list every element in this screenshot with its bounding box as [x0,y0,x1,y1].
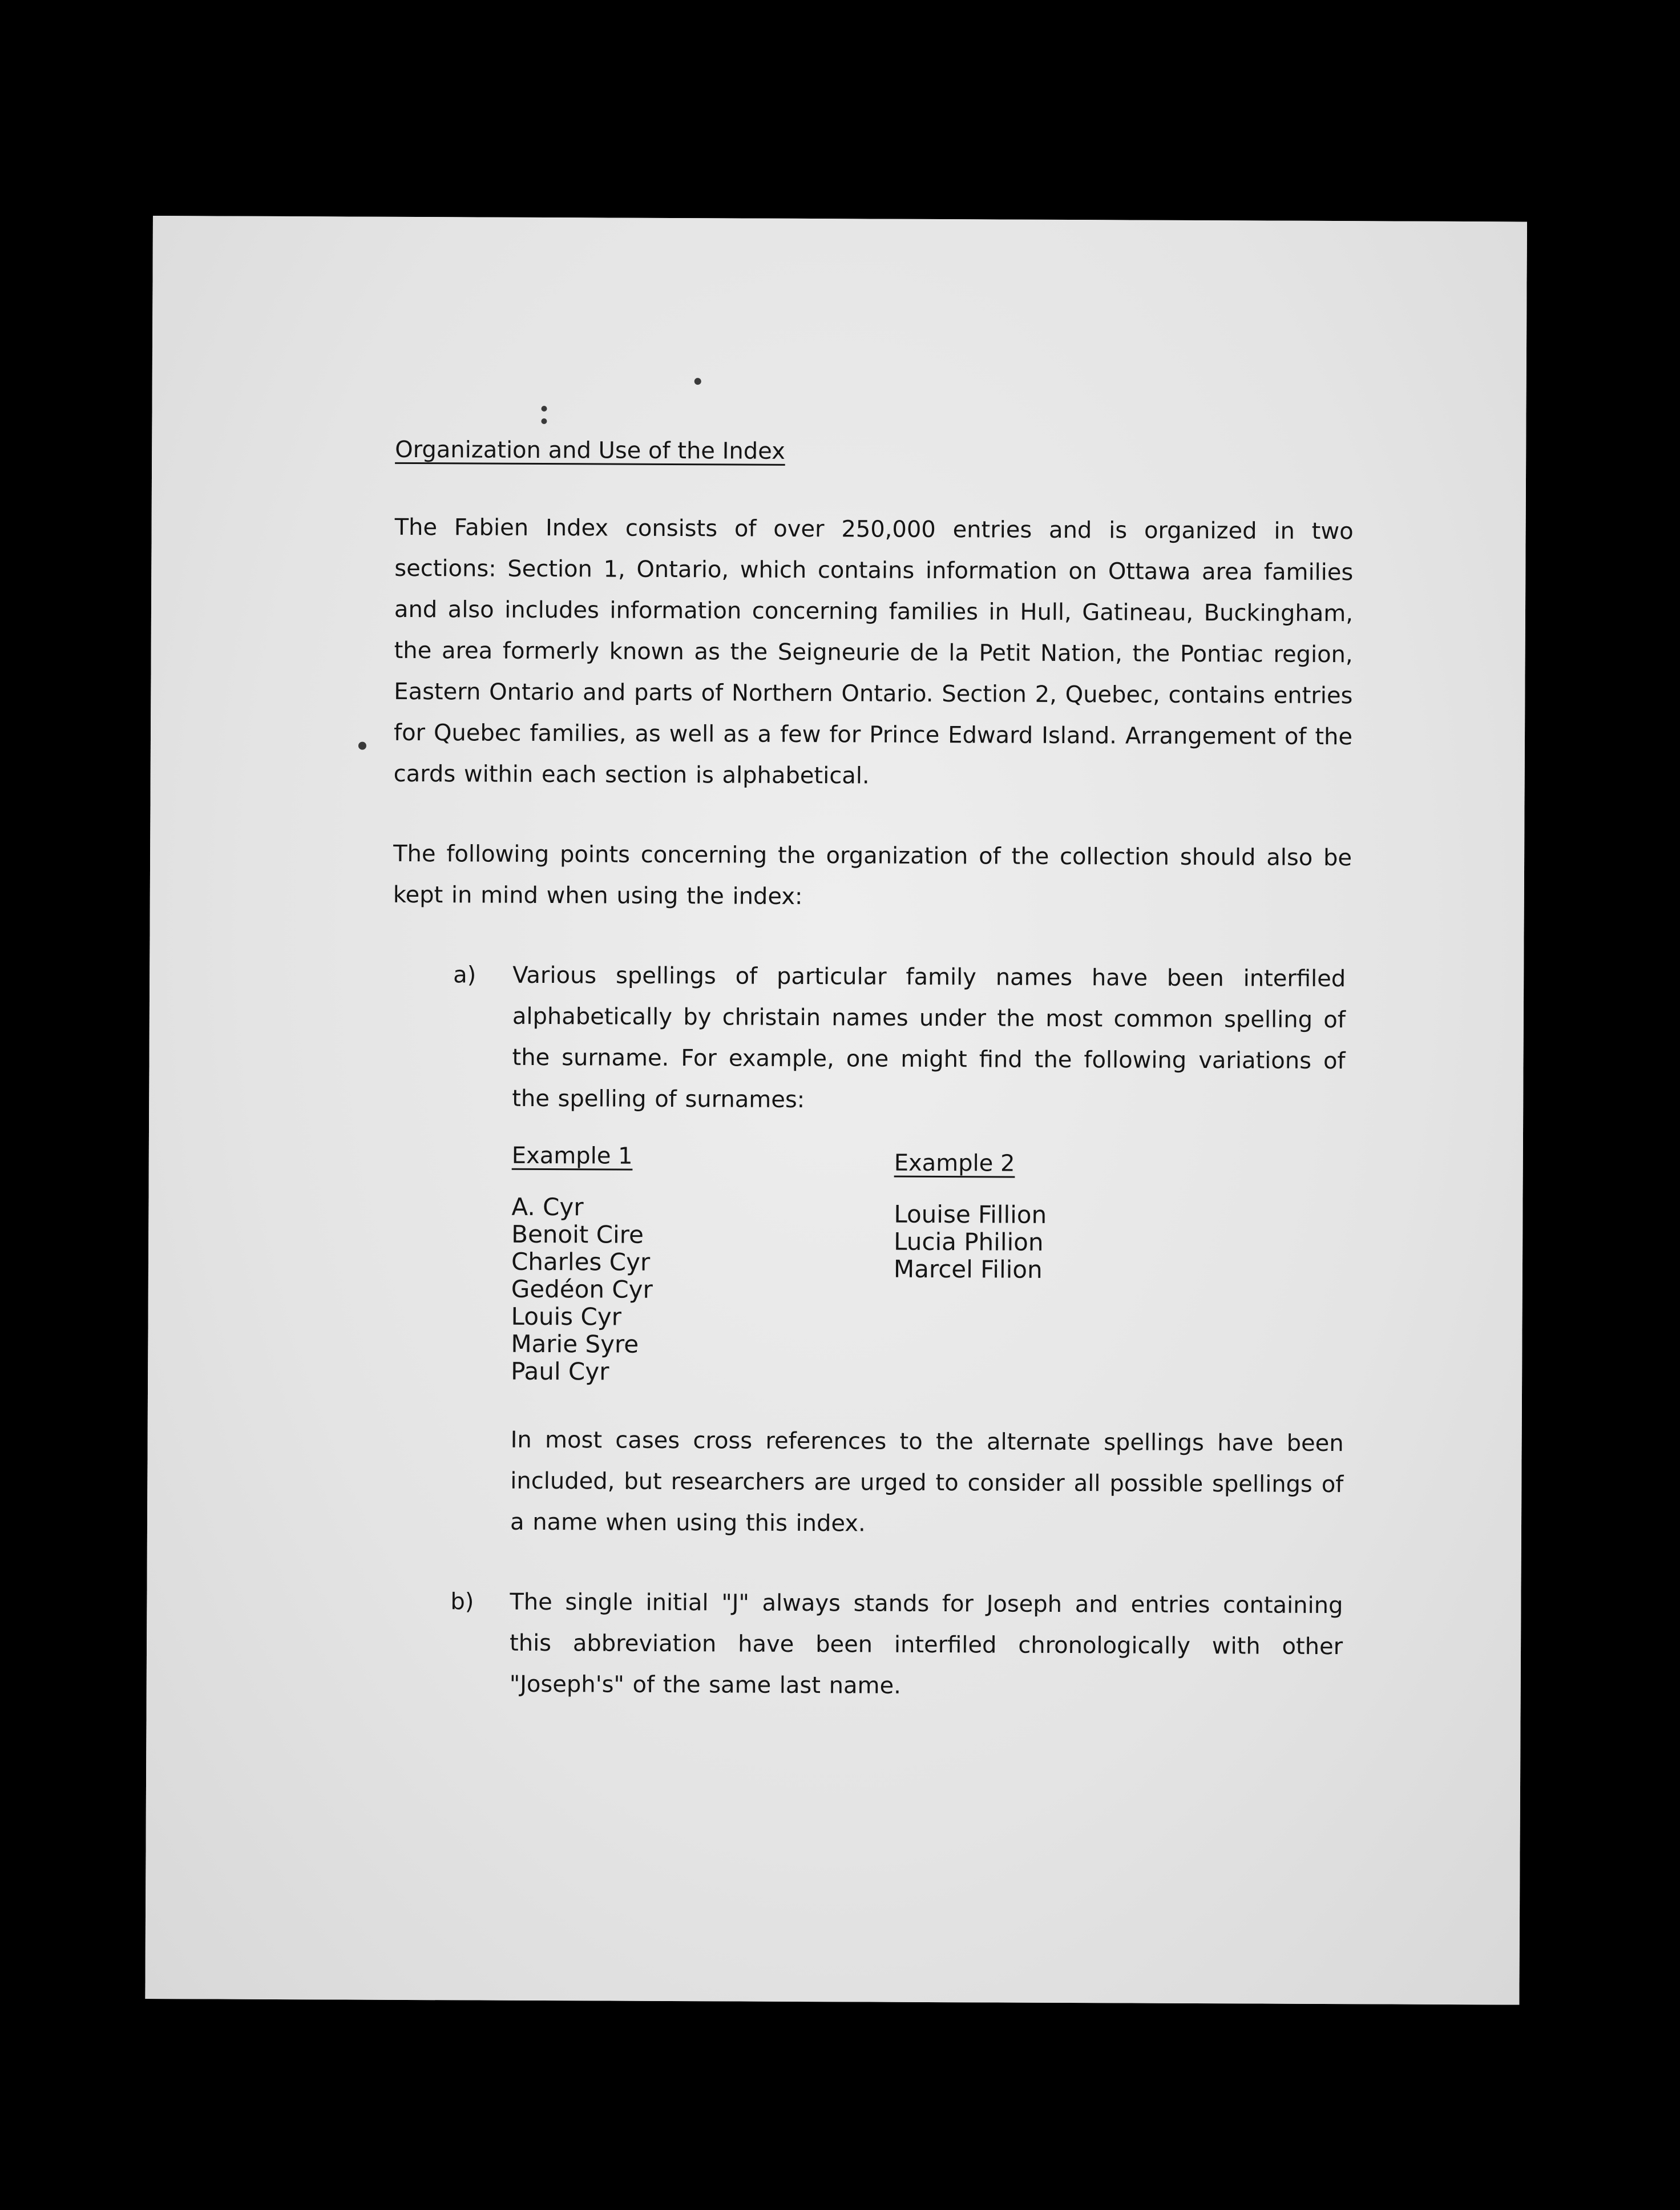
list-item: Gedéon Cyr [511,1275,653,1304]
list-item: Lucia Philion [894,1227,1044,1256]
point-text: Various spellings of particular family names have been interfiled alphabetically by christain names under the most common spelling of the surname. For example, one might find the following variations of the spelling of surnames: [512,962,1346,1113]
point-label: a) [453,962,476,989]
scanned-page [145,216,1527,2005]
point-b [390,1581,1343,1708]
list-item: Charles Cyr [511,1247,651,1276]
list-item: Benoit Cire [511,1220,644,1249]
example-2 [893,1146,1277,1389]
points-intro-paragraph: The following points concerning the organization of the collection should also be kept in mind when using the index: [393,840,1352,910]
name-list [511,1193,894,1387]
ink-speck [358,742,366,750]
point-label: b) [450,1588,474,1615]
example-title: Example 1 [511,1142,633,1169]
intro-paragraph: The Fabien Index consists of over 250,000 entries and is organized in two sections: Section 1, Ontario, which contains information on Ottawa area families and also includes information concerning families in Hull, Gatineau, Buckingham, the area formerly known as the Seigneurie de la Petit Nation, the Pontiac region, Eastern Ontario and parts of Northern Ontario. Section 2, Quebec, contains entries for Quebec families, as well as a few for Prince Edward Island. Arrangement of the cards within each section is alphabetical. [393,514,1354,789]
list-item: Marie Syre [511,1329,639,1358]
page-title: Organization and Use of the Index [395,436,785,465]
list-item: Louise Fillion [894,1200,1047,1229]
ink-speck [694,378,701,385]
point-text: The single initial "J" always stands for Joseph and entries containing this abbreviation have been interfiled chronologically with other "Joseph's" of the same last name. [509,1588,1343,1699]
document-body [390,434,1354,1708]
ink-speck [541,418,547,424]
list-item: A. Cyr [511,1192,584,1221]
example-1 [511,1139,894,1387]
example-title: Example 2 [894,1150,1015,1177]
list-item: Marcel Filion [893,1255,1043,1284]
examples-block [511,1139,1345,1389]
list-item: Paul Cyr [511,1357,609,1386]
list-item: Louis Cyr [511,1302,622,1331]
cross-reference-note: In most cases cross references to the alternate spellings have been included, but researchers are urged to consider all possible spellings of a name when using this index. [510,1426,1344,1537]
name-list [894,1201,1277,1285]
ink-speck [542,406,547,412]
point-a [390,954,1346,1546]
